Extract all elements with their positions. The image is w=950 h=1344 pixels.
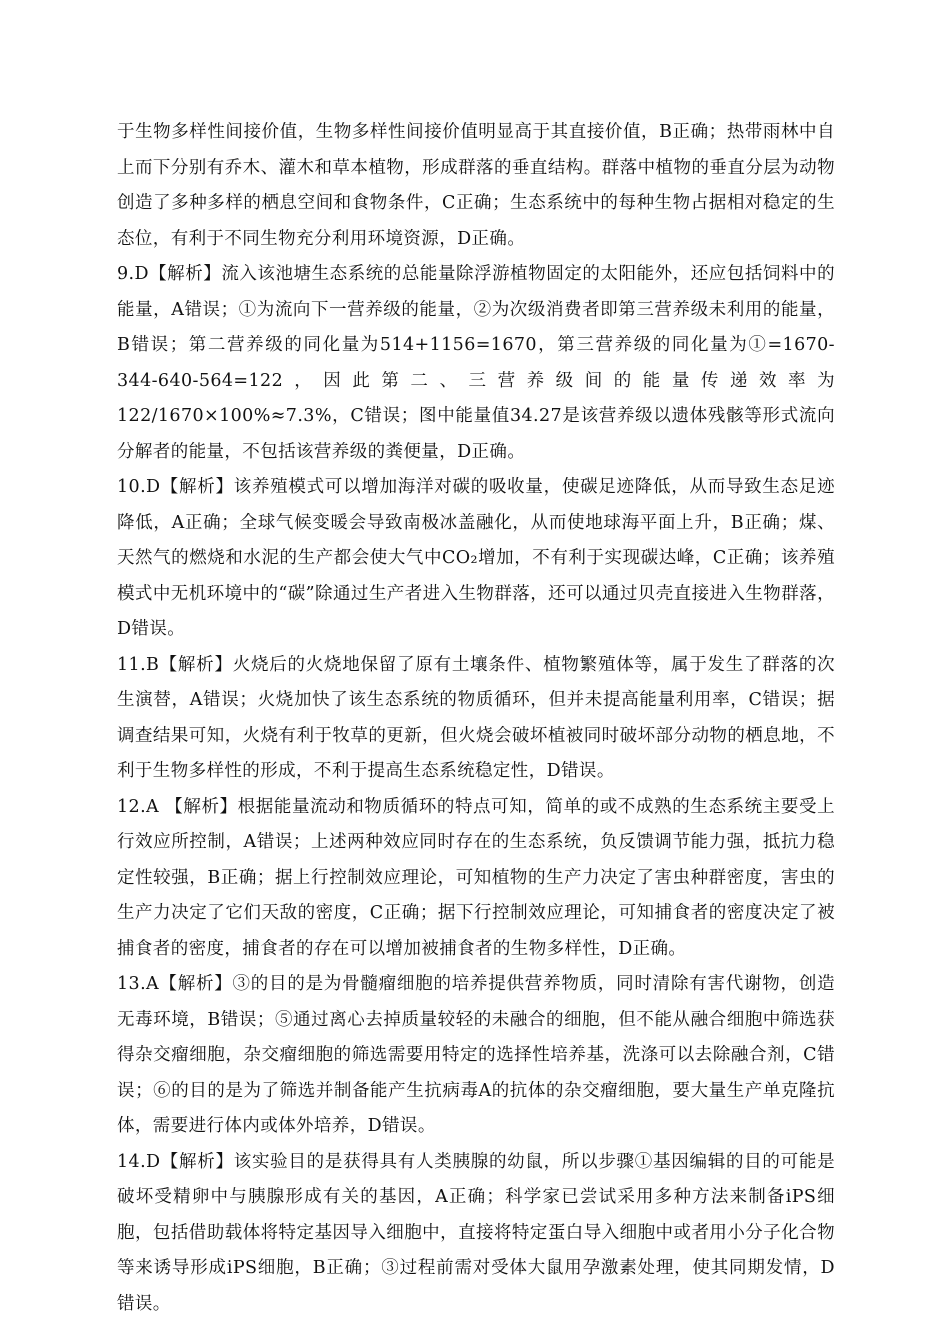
question-label: 14.D【解析】	[117, 1151, 234, 1172]
answer-paragraph-8-continued	[117, 115, 835, 257]
question-label: 12.A 【解析】	[117, 796, 238, 817]
answer-paragraph-12	[117, 790, 835, 968]
question-label: 13.A【解析】	[117, 974, 233, 994]
question-label: 11.B【解析】	[117, 654, 233, 675]
paragraph-text: 流入该池塘生态系统的总能量除浮游植物固定的太阳能外，还应包括饲料中的能量，A错误；①为流向下一营养级的能量，②为次级消费者即第三营养级未利用的能量，B错误；第二营养级的同化量为514+1156=1670，第三营养级的同化量为①=1670-344-640-564=122，因此第二、三营养级间的能量传递效率为122/1670×100%≈7.3%，C错误；图中能量值34.27是该营养级以遗体残骸等形式流向分解者的能量，不包括该营养级的粪便量，D正确。	[117, 264, 835, 462]
answer-paragraph-13	[117, 967, 835, 1145]
answer-explanations	[117, 115, 835, 1322]
answer-paragraph-10	[117, 470, 835, 648]
paragraph-text: 于生物多样性间接价值，生物多样性间接价值明显高于其直接价值，B正确；热带雨林中自上而下分别有乔木、灌木和草本植物，形成群落的垂直结构。群落中植物的垂直分层为动物创造了多种多样的栖息空间和食物条件，C正确；生态系统中的每种生物占据相对稳定的生态位，有利于不同生物充分利用环境资源，D正确。	[117, 122, 835, 249]
paragraph-text: 根据能量流动和物质循环的特点可知，简单的或不成熟的生态系统主要受上行效应所控制，A错误；上述两种效应同时存在的生态系统，负反馈调节能力强，抵抗力稳定性较强，B正确；据上行控制效应理论，可知植物的生产力决定了害虫种群密度，害虫的生产力决定了它们天敌的密度，C正确；据下行控制效应理论，可知捕食者的密度决定了被捕食者的密度，捕食者的存在可以增加被捕食者的生物多样性，D正确。	[117, 796, 835, 959]
answer-paragraph-14	[117, 1145, 835, 1323]
question-label: 10.D【解析】	[117, 477, 234, 497]
paragraph-text: 该养殖模式可以增加海洋对碳的吸收量，使碳足迹降低，从而导致生态足迹降低，A正确；全球气候变暖会导致南极冰盖融化，从而使地球海平面上升，B正确；煤、天然气的燃烧和水泥的生产都会使大气中CO₂增加，不有利于实现碳达峰，C正确；该养殖模式中无机环境中的“碳”除通过生产者进入生物群落，还可以通过贝壳直接进入生物群落，D错误。	[117, 477, 835, 639]
paragraph-text: 该实验目的是获得具有人类胰腺的幼鼠，所以步骤①基因编辑的目的可能是破坏受精卵中与胰腺形成有关的基因，A正确；科学家已尝试采用多种方法来制备iPS细胞，包括借助载体将特定基因导入细胞中，直接将特定蛋白导入细胞中或者用小分子化合物等来诱导形成iPS细胞，B正确；③过程前需对受体大鼠用孕激素处理，使其同期发情，D错误。	[117, 1151, 835, 1314]
paragraph-text: 火烧后的火烧地保留了原有土壤条件、植物繁殖体等，属于发生了群落的次生演替，A错误；火烧加快了该生态系统的物质循环，但并未提高能量利用率，C错误；据调查结果可知，火烧有利于牧草的更新，但火烧会破坏植被同时破坏部分动物的栖息地，不利于生物多样性的形成，不利于提高生态系统稳定性，D错误。	[117, 654, 835, 781]
paragraph-text: ③的目的是为骨髓瘤细胞的培养提供营养物质，同时清除有害代谢物，创造无毒环境，B错误；⑤通过离心去掉质量较轻的未融合的细胞，但不能从融合细胞中筛选获得杂交瘤细胞，杂交瘤细胞的筛选需要用特定的选择性培养基，洗涤可以去除融合剂，C错误；⑥的目的是为了筛选并制备能产生抗病毒A的抗体的杂交瘤细胞，要大量生产单克隆抗体，需要进行体内或体外培养，D错误。	[117, 974, 835, 1136]
answer-paragraph-11	[117, 648, 835, 790]
answer-paragraph-9	[117, 257, 835, 470]
question-label: 9.D【解析】	[117, 264, 222, 284]
